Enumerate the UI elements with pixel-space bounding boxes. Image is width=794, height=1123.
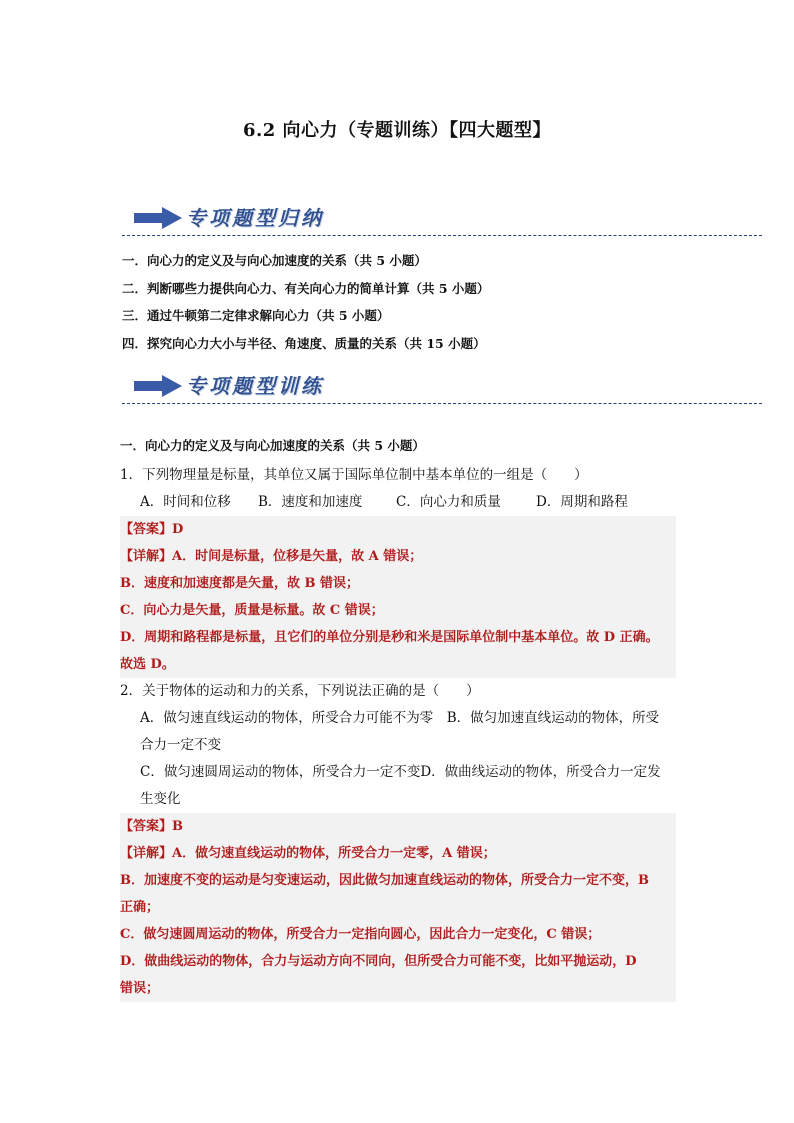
option-d: D．周期和路程 xyxy=(536,494,628,510)
explain-line: 【详解】A．做匀速直线运动的物体，所受合力一定零，A 错误； xyxy=(120,846,496,861)
right-arrow-icon xyxy=(134,375,182,397)
option-line: A．做匀速直线运动的物体，所受合力可能不为零 B．做匀加速直线运动的物体，所受 xyxy=(140,710,660,726)
section-header-training xyxy=(122,366,762,406)
topic-list xyxy=(122,251,722,361)
answer-box-2 xyxy=(120,813,676,1002)
explain-line: D．周期和路程都是标量，且它们的单位分别是秒和米是国际单位制中基本单位。故 D 正确。 xyxy=(120,630,659,645)
explain-line: 故选 D。 xyxy=(120,657,175,672)
part-heading: 一．向心力的定义及与向心加速度的关系（共 5 小题） xyxy=(120,438,425,453)
answer-label: 【答案】D xyxy=(120,522,184,537)
explain-line: D．做曲线运动的物体，合力与运动方向不同向，但所受合力可能不变，比如平抛运动，D xyxy=(120,954,637,969)
question-2-options xyxy=(120,705,676,813)
question-1-stem: 1．下列物理量是标量，其单位又属于国际单位制中基本单位的一组是（ ） xyxy=(120,467,588,483)
answer-label: 【答案】B xyxy=(120,819,183,834)
section-label: 专项题型归纳 xyxy=(186,206,324,230)
explain-line: 【详解】A．时间是标量，位移是矢量，故 A 错误； xyxy=(120,549,423,564)
explain-line: B．加速度不变的运动是匀变速运动，因此做匀加速直线运动的物体，所受合力一定不变，B xyxy=(120,873,649,888)
option-line: 生变化 xyxy=(140,791,181,807)
section-label: 专项题型训练 xyxy=(186,374,324,398)
page-title: 6.2 向心力（专题训练）【四大题型】 xyxy=(242,120,552,141)
section-header-summary xyxy=(122,198,762,238)
question-block xyxy=(120,436,676,1002)
topic-item: 一．向心力的定义及与向心加速度的关系（共 5 小题） xyxy=(122,253,427,268)
explain-line: B．速度和加速度都是矢量，故 B 错误； xyxy=(120,576,360,591)
question-1-options xyxy=(120,489,676,516)
topic-item: 三．通过牛顿第二定律求解向心力（共 5 小题） xyxy=(122,308,390,323)
topic-item: 二．判断哪些力提供向心力、有关向心力的简单计算（共 5 小题） xyxy=(122,280,490,296)
explain-line: 错误； xyxy=(120,981,160,996)
explain-line: 正确； xyxy=(120,900,160,915)
option-a: A．时间和位移 xyxy=(140,494,231,510)
topic-item: 四．探究向心力大小与半径、角速度、质量的关系（共 15 小题） xyxy=(122,335,486,351)
explain-line: C．做匀速圆周运动的物体，所受合力一定指向圆心，因此合力一定变化，C 错误； xyxy=(120,927,601,942)
option-line: 合力一定不变 xyxy=(140,737,221,753)
option-line: C．做匀速圆周运动的物体，所受合力一定不变D．做曲线运动的物体，所受合力一定发 xyxy=(140,764,661,780)
explain-line: C．向心力是矢量，质量是标量。故 C 错误； xyxy=(120,603,384,618)
dashed-divider xyxy=(122,235,762,236)
dashed-divider xyxy=(122,403,762,404)
option-c: C．向心力和质量 xyxy=(396,494,501,510)
question-2-stem: 2．关于物体的运动和力的关系，下列说法正确的是（ ） xyxy=(120,683,480,699)
answer-box-1 xyxy=(120,516,676,678)
right-arrow-icon xyxy=(134,207,182,229)
option-b: B．速度和加速度 xyxy=(258,494,363,510)
